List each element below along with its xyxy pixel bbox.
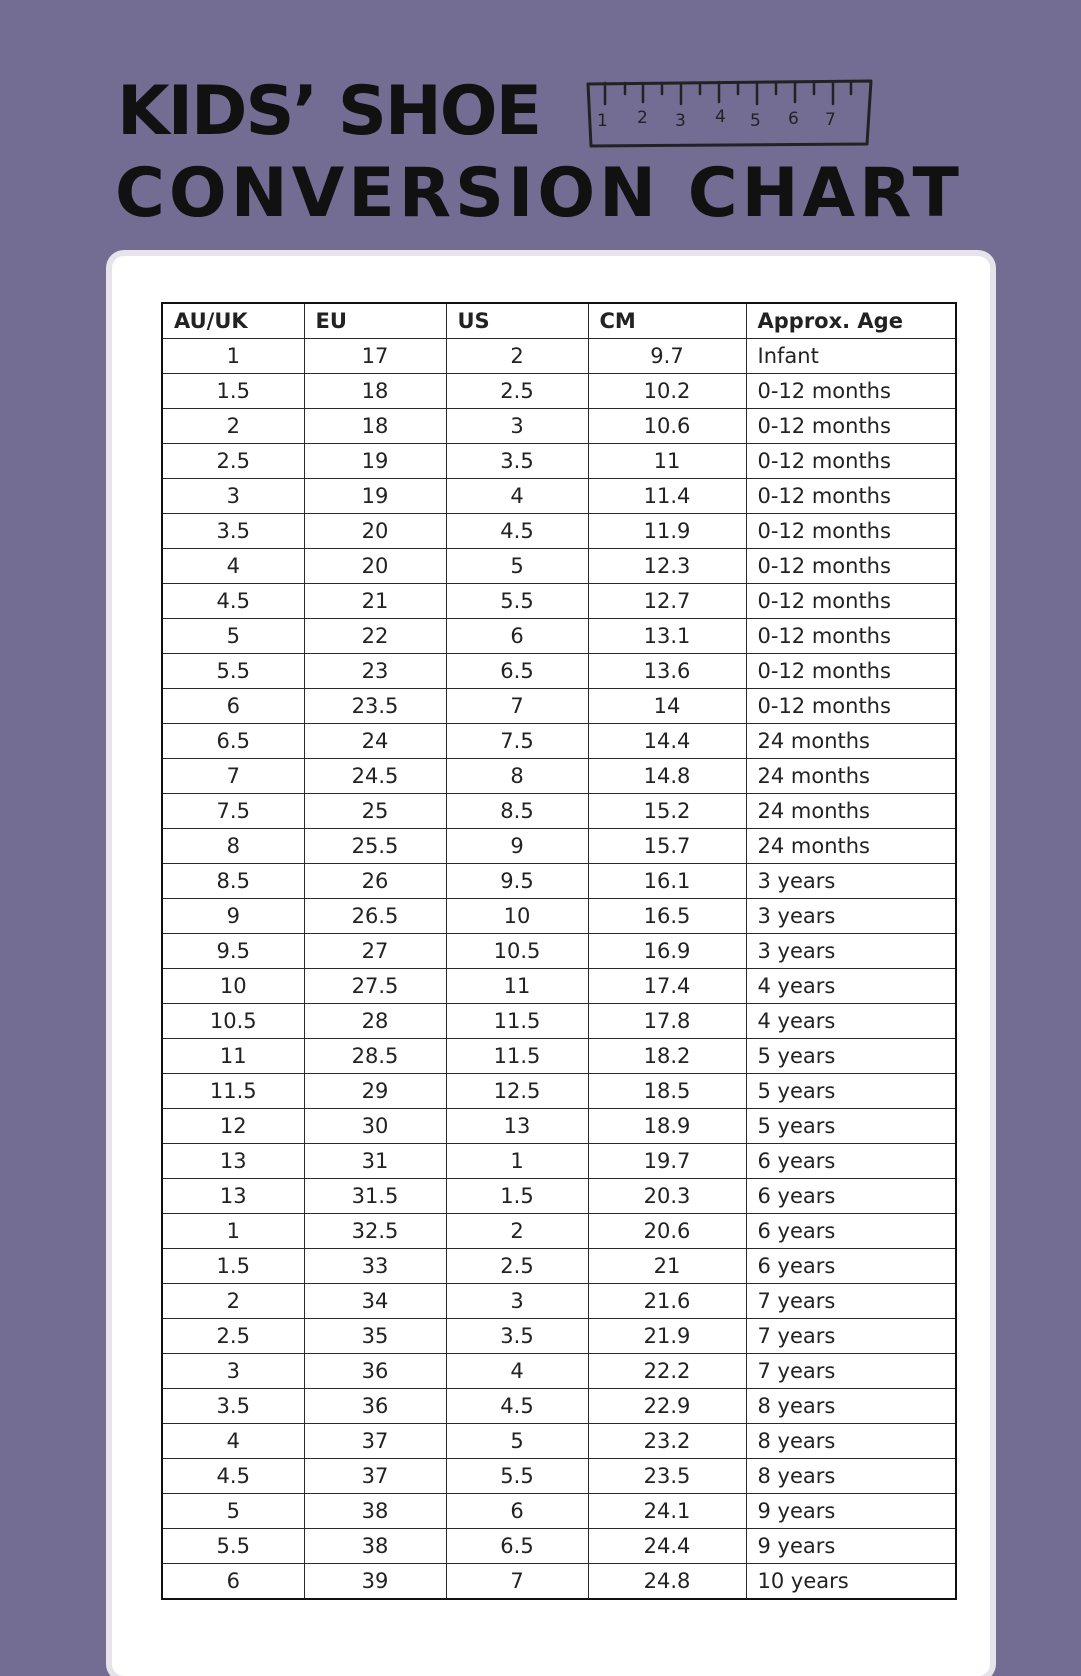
table-cell: 5 — [446, 549, 588, 584]
table-cell: 6.5 — [162, 724, 304, 759]
table-cell: 4 — [446, 1354, 588, 1389]
table-cell: 13 — [162, 1179, 304, 1214]
table-cell: 0-12 months — [746, 514, 956, 549]
table-row — [162, 619, 956, 654]
table-cell: 7.5 — [162, 794, 304, 829]
table-cell: 11 — [446, 969, 588, 1004]
table-row — [162, 1214, 956, 1249]
table-row — [162, 549, 956, 584]
table-cell: 19 — [304, 479, 446, 514]
table-cell: 23 — [304, 654, 446, 689]
table-cell: 18 — [304, 409, 446, 444]
table-cell: 3 — [446, 1284, 588, 1319]
table-cell: 7 — [162, 759, 304, 794]
table-cell: 0-12 months — [746, 479, 956, 514]
column-header: US — [446, 303, 588, 339]
table-cell: 25 — [304, 794, 446, 829]
table-cell: 7 — [446, 1564, 588, 1600]
table-cell: 5 — [162, 619, 304, 654]
table-row — [162, 899, 956, 934]
table-cell: 22.9 — [588, 1389, 746, 1424]
table-cell: 18.2 — [588, 1039, 746, 1074]
table-cell: 23.5 — [588, 1459, 746, 1494]
table-cell: 3.5 — [446, 1319, 588, 1354]
table-cell: 2 — [446, 339, 588, 374]
table-cell: 28 — [304, 1004, 446, 1039]
table-cell: 11.5 — [446, 1039, 588, 1074]
table-row — [162, 374, 956, 409]
table-cell: 11.9 — [588, 514, 746, 549]
table-cell: 20 — [304, 549, 446, 584]
table-row — [162, 1179, 956, 1214]
table-cell: 22 — [304, 619, 446, 654]
table-cell: 8 years — [746, 1424, 956, 1459]
ruler-icon — [585, 78, 875, 150]
table-cell: 19.7 — [588, 1144, 746, 1179]
table-cell: 13.1 — [588, 619, 746, 654]
table-cell: 1 — [162, 1214, 304, 1249]
table-row — [162, 444, 956, 479]
table-cell: 3 years — [746, 934, 956, 969]
table-cell: 31.5 — [304, 1179, 446, 1214]
table-cell: 8.5 — [446, 794, 588, 829]
table-cell: 2 — [446, 1214, 588, 1249]
table-cell: 6 — [162, 1564, 304, 1600]
table-cell: 4.5 — [162, 584, 304, 619]
table-cell: 7 — [446, 689, 588, 724]
table-cell: 0-12 months — [746, 444, 956, 479]
table-cell: 2 — [162, 409, 304, 444]
table-cell: 38 — [304, 1529, 446, 1564]
table-cell: 9 years — [746, 1529, 956, 1564]
table-cell: 19 — [304, 444, 446, 479]
table-cell: 6 — [446, 619, 588, 654]
table-cell: 6.5 — [446, 654, 588, 689]
table-cell: 10 — [446, 899, 588, 934]
table-cell: 2 — [162, 1284, 304, 1319]
table-cell: 9 — [446, 829, 588, 864]
table-cell: 0-12 months — [746, 549, 956, 584]
table-cell: 0-12 months — [746, 689, 956, 724]
table-cell: 2.5 — [446, 374, 588, 409]
table-cell: 8 years — [746, 1389, 956, 1424]
table-row — [162, 1389, 956, 1424]
table-cell: 23.5 — [304, 689, 446, 724]
table-cell: 37 — [304, 1424, 446, 1459]
table-cell: 24.5 — [304, 759, 446, 794]
table-cell: 15.2 — [588, 794, 746, 829]
table-row — [162, 514, 956, 549]
ruler-number: 6 — [788, 109, 799, 129]
table-cell: 24 months — [746, 759, 956, 794]
table-cell: 38 — [304, 1494, 446, 1529]
table-cell: 9 years — [746, 1494, 956, 1529]
table-cell: 10 years — [746, 1564, 956, 1600]
table-cell: 21.6 — [588, 1284, 746, 1319]
ruler-number: 2 — [637, 108, 648, 128]
table-cell: 0-12 months — [746, 619, 956, 654]
page-title-line1: KIDS’ SHOE — [117, 72, 541, 151]
table-cell: 18.5 — [588, 1074, 746, 1109]
table-cell: 1 — [446, 1144, 588, 1179]
table-cell: 15.7 — [588, 829, 746, 864]
table-cell: 3.5 — [162, 1389, 304, 1424]
table-cell: 4.5 — [446, 1389, 588, 1424]
table-cell: 25.5 — [304, 829, 446, 864]
table-row — [162, 1319, 956, 1354]
table-row — [162, 724, 956, 759]
table-cell: 29 — [304, 1074, 446, 1109]
table-cell: 34 — [304, 1284, 446, 1319]
table-cell: 0-12 months — [746, 409, 956, 444]
table-cell: 4 — [162, 549, 304, 584]
table-cell: 4 years — [746, 969, 956, 1004]
table-cell: 21.9 — [588, 1319, 746, 1354]
table-cell: 11.5 — [446, 1004, 588, 1039]
table-cell: 5 years — [746, 1109, 956, 1144]
table-row — [162, 1564, 956, 1600]
table-cell: 14 — [588, 689, 746, 724]
table-cell: 28.5 — [304, 1039, 446, 1074]
ruler-number: 7 — [825, 110, 836, 130]
table-cell: 10.2 — [588, 374, 746, 409]
table-cell: 3 years — [746, 899, 956, 934]
table-cell: 1.5 — [162, 1249, 304, 1284]
table-row — [162, 1529, 956, 1564]
table-cell: 9.7 — [588, 339, 746, 374]
table-cell: 36 — [304, 1354, 446, 1389]
table-row — [162, 1424, 956, 1459]
table-cell: 5.5 — [446, 584, 588, 619]
table-row — [162, 689, 956, 724]
table-row — [162, 1109, 956, 1144]
table-cell: 10.6 — [588, 409, 746, 444]
shoe-size-table — [161, 302, 957, 1600]
table-cell: 30 — [304, 1109, 446, 1144]
table-cell: 8 years — [746, 1459, 956, 1494]
table-cell: 9 — [162, 899, 304, 934]
ruler-number: 4 — [715, 107, 726, 127]
table-cell: 23.2 — [588, 1424, 746, 1459]
table-cell: 9.5 — [446, 864, 588, 899]
table-row — [162, 794, 956, 829]
table-cell: 3.5 — [446, 444, 588, 479]
table-cell: 27.5 — [304, 969, 446, 1004]
table-cell: 6.5 — [446, 1529, 588, 1564]
table-cell: 5 years — [746, 1074, 956, 1109]
table-cell: 7 years — [746, 1354, 956, 1389]
table-cell: 22.2 — [588, 1354, 746, 1389]
table-cell: 4.5 — [162, 1459, 304, 1494]
ruler-number: 3 — [675, 111, 686, 131]
table-cell: 20.6 — [588, 1214, 746, 1249]
table-row — [162, 1354, 956, 1389]
table-cell: 6 — [446, 1494, 588, 1529]
table-cell: 11 — [588, 444, 746, 479]
table-cell: 11.5 — [162, 1074, 304, 1109]
table-cell: 4 — [162, 1424, 304, 1459]
ruler-number: 1 — [597, 111, 608, 131]
table-cell: 20.3 — [588, 1179, 746, 1214]
table-cell: 33 — [304, 1249, 446, 1284]
table-cell: 8 — [446, 759, 588, 794]
table-row — [162, 584, 956, 619]
table-header-row — [162, 303, 956, 339]
table-cell: 1.5 — [162, 374, 304, 409]
table-cell: 26.5 — [304, 899, 446, 934]
table-cell: 0-12 months — [746, 654, 956, 689]
table-cell: 5 years — [746, 1039, 956, 1074]
table-cell: 3.5 — [162, 514, 304, 549]
table-row — [162, 1494, 956, 1529]
table-cell: 24 — [304, 724, 446, 759]
table-cell: 7 years — [746, 1284, 956, 1319]
table-cell: 5.5 — [162, 654, 304, 689]
table-cell: 17.4 — [588, 969, 746, 1004]
table-cell: 24 months — [746, 829, 956, 864]
table-cell: 6 years — [746, 1144, 956, 1179]
table-cell: 24 months — [746, 794, 956, 829]
table-cell: 13.6 — [588, 654, 746, 689]
table-cell: 8 — [162, 829, 304, 864]
table-cell: 31 — [304, 1144, 446, 1179]
table-cell: 10.5 — [446, 934, 588, 969]
table-cell: 5.5 — [446, 1459, 588, 1494]
table-cell: 12.3 — [588, 549, 746, 584]
table-cell: 21 — [304, 584, 446, 619]
table-cell: 20 — [304, 514, 446, 549]
column-header: EU — [304, 303, 446, 339]
table-row — [162, 479, 956, 514]
ruler-number: 5 — [750, 111, 761, 131]
table-cell: 32.5 — [304, 1214, 446, 1249]
table-cell: 10.5 — [162, 1004, 304, 1039]
table-cell: 17.8 — [588, 1004, 746, 1039]
column-header: AU/UK — [162, 303, 304, 339]
table-cell: 3 — [446, 409, 588, 444]
table-row — [162, 864, 956, 899]
table-row — [162, 339, 956, 374]
table-row — [162, 1249, 956, 1284]
table-cell: 4 years — [746, 1004, 956, 1039]
table-row — [162, 829, 956, 864]
table-row — [162, 654, 956, 689]
table-cell: 3 years — [746, 864, 956, 899]
table-cell: 2.5 — [162, 1319, 304, 1354]
table-cell: 7 years — [746, 1319, 956, 1354]
table-cell: 9.5 — [162, 934, 304, 969]
table-cell: 16.1 — [588, 864, 746, 899]
table-cell: 4.5 — [446, 514, 588, 549]
table-cell: 37 — [304, 1459, 446, 1494]
table-cell: 12.5 — [446, 1074, 588, 1109]
table-row — [162, 1039, 956, 1074]
column-header: CM — [588, 303, 746, 339]
table-cell: 39 — [304, 1564, 446, 1600]
table-cell: 24.1 — [588, 1494, 746, 1529]
table-row — [162, 1004, 956, 1039]
table-cell: 11 — [162, 1039, 304, 1074]
table-row — [162, 1459, 956, 1494]
table-cell: 36 — [304, 1389, 446, 1424]
table-row — [162, 759, 956, 794]
table-row — [162, 409, 956, 444]
table-row — [162, 1284, 956, 1319]
table-cell: 5.5 — [162, 1529, 304, 1564]
table-cell: 14.8 — [588, 759, 746, 794]
table-cell: 1 — [162, 339, 304, 374]
table-cell: 18.9 — [588, 1109, 746, 1144]
table-cell: 3 — [162, 479, 304, 514]
table-cell: Infant — [746, 339, 956, 374]
table-cell: 17 — [304, 339, 446, 374]
table-cell: 2.5 — [446, 1249, 588, 1284]
table-cell: 13 — [446, 1109, 588, 1144]
table-cell: 21 — [588, 1249, 746, 1284]
table-cell: 6 years — [746, 1179, 956, 1214]
table-cell: 35 — [304, 1319, 446, 1354]
table-cell: 12.7 — [588, 584, 746, 619]
table-row — [162, 969, 956, 1004]
table-cell: 11.4 — [588, 479, 746, 514]
table-cell: 16.9 — [588, 934, 746, 969]
table-cell: 6 — [162, 689, 304, 724]
page-title-line2: CONVERSION CHART — [115, 154, 963, 233]
table-cell: 24 months — [746, 724, 956, 759]
table-cell: 18 — [304, 374, 446, 409]
table-cell: 24.4 — [588, 1529, 746, 1564]
table-cell: 26 — [304, 864, 446, 899]
table-cell: 12 — [162, 1109, 304, 1144]
table-cell: 6 years — [746, 1249, 956, 1284]
table-cell: 2.5 — [162, 444, 304, 479]
table-cell: 1.5 — [446, 1179, 588, 1214]
column-header: Approx. Age — [746, 303, 956, 339]
table-cell: 4 — [446, 479, 588, 514]
table-cell: 0-12 months — [746, 584, 956, 619]
table-cell: 13 — [162, 1144, 304, 1179]
table-cell: 7.5 — [446, 724, 588, 759]
table-row — [162, 1074, 956, 1109]
table-cell: 5 — [446, 1424, 588, 1459]
table-row — [162, 934, 956, 969]
table-cell: 10 — [162, 969, 304, 1004]
table-cell: 0-12 months — [746, 374, 956, 409]
table-row — [162, 1144, 956, 1179]
table-cell: 27 — [304, 934, 446, 969]
table-cell: 24.8 — [588, 1564, 746, 1600]
table-cell: 3 — [162, 1354, 304, 1389]
table-cell: 8.5 — [162, 864, 304, 899]
table-cell: 5 — [162, 1494, 304, 1529]
table-cell: 6 years — [746, 1214, 956, 1249]
table-cell: 14.4 — [588, 724, 746, 759]
table-cell: 16.5 — [588, 899, 746, 934]
